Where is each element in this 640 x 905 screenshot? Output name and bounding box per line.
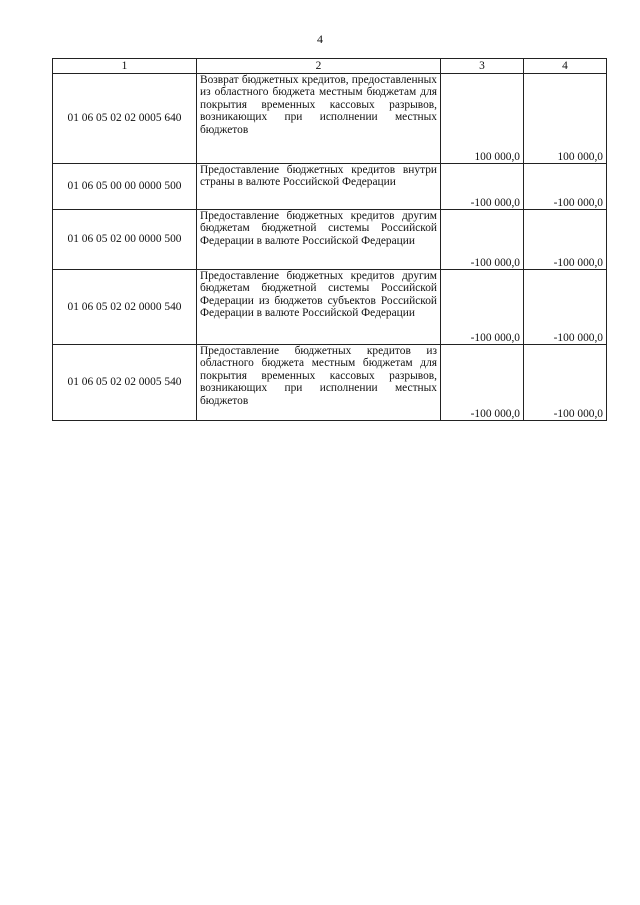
amount-col-3: -100 000,0 <box>441 345 524 421</box>
amount-col-3: -100 000,0 <box>441 164 524 210</box>
row-description: Возврат бюджетных кредитов, предоставленных из областного бюджета местным бюджетам для покрытия временных кассовых разрывов, возникающих при исполнении местных бюджетов <box>197 74 441 164</box>
row-description: Предоставление бюджетных кредитов другим бюджетам бюджетной системы Российской Федерации из бюджетов субъектов Российской Федерации в валюте Российской Федерации <box>197 270 441 345</box>
row-description: Предоставление бюджетных кредитов из областного бюджета местным бюджетам для покрытия временных кассовых разрывов, возникающих при исполнении местных бюджетов <box>197 345 441 421</box>
amount-col-4: -100 000,0 <box>524 345 607 421</box>
classification-code: 01 06 05 02 02 0005 540 <box>53 345 197 421</box>
table-row <box>53 345 607 421</box>
header-col-2: 2 <box>197 59 441 74</box>
amount-col-3: -100 000,0 <box>441 210 524 270</box>
budget-sources-table <box>52 58 607 421</box>
table-row <box>53 270 607 345</box>
classification-code: 01 06 05 02 00 0000 500 <box>53 210 197 270</box>
row-description: Предоставление бюджетных кредитов внутри страны в валюте Российской Федерации <box>197 164 441 210</box>
table-row <box>53 164 607 210</box>
header-col-3: 3 <box>441 59 524 74</box>
header-col-1: 1 <box>53 59 197 74</box>
table-row <box>53 74 607 164</box>
table-header-row <box>53 59 607 74</box>
amount-col-3: -100 000,0 <box>441 270 524 345</box>
amount-col-4: 100 000,0 <box>524 74 607 164</box>
classification-code: 01 06 05 02 02 0000 540 <box>53 270 197 345</box>
amount-col-3: 100 000,0 <box>441 74 524 164</box>
amount-col-4: -100 000,0 <box>524 270 607 345</box>
page-number: 4 <box>317 32 323 46</box>
header-col-4: 4 <box>524 59 607 74</box>
classification-code: 01 06 05 02 02 0005 640 <box>53 74 197 164</box>
amount-col-4: -100 000,0 <box>524 210 607 270</box>
row-description: Предоставление бюджетных кредитов другим бюджетам бюджетной системы Российской Федерации в валюте Российской Федерации <box>197 210 441 270</box>
classification-code: 01 06 05 00 00 0000 500 <box>53 164 197 210</box>
table-row <box>53 210 607 270</box>
amount-col-4: -100 000,0 <box>524 164 607 210</box>
